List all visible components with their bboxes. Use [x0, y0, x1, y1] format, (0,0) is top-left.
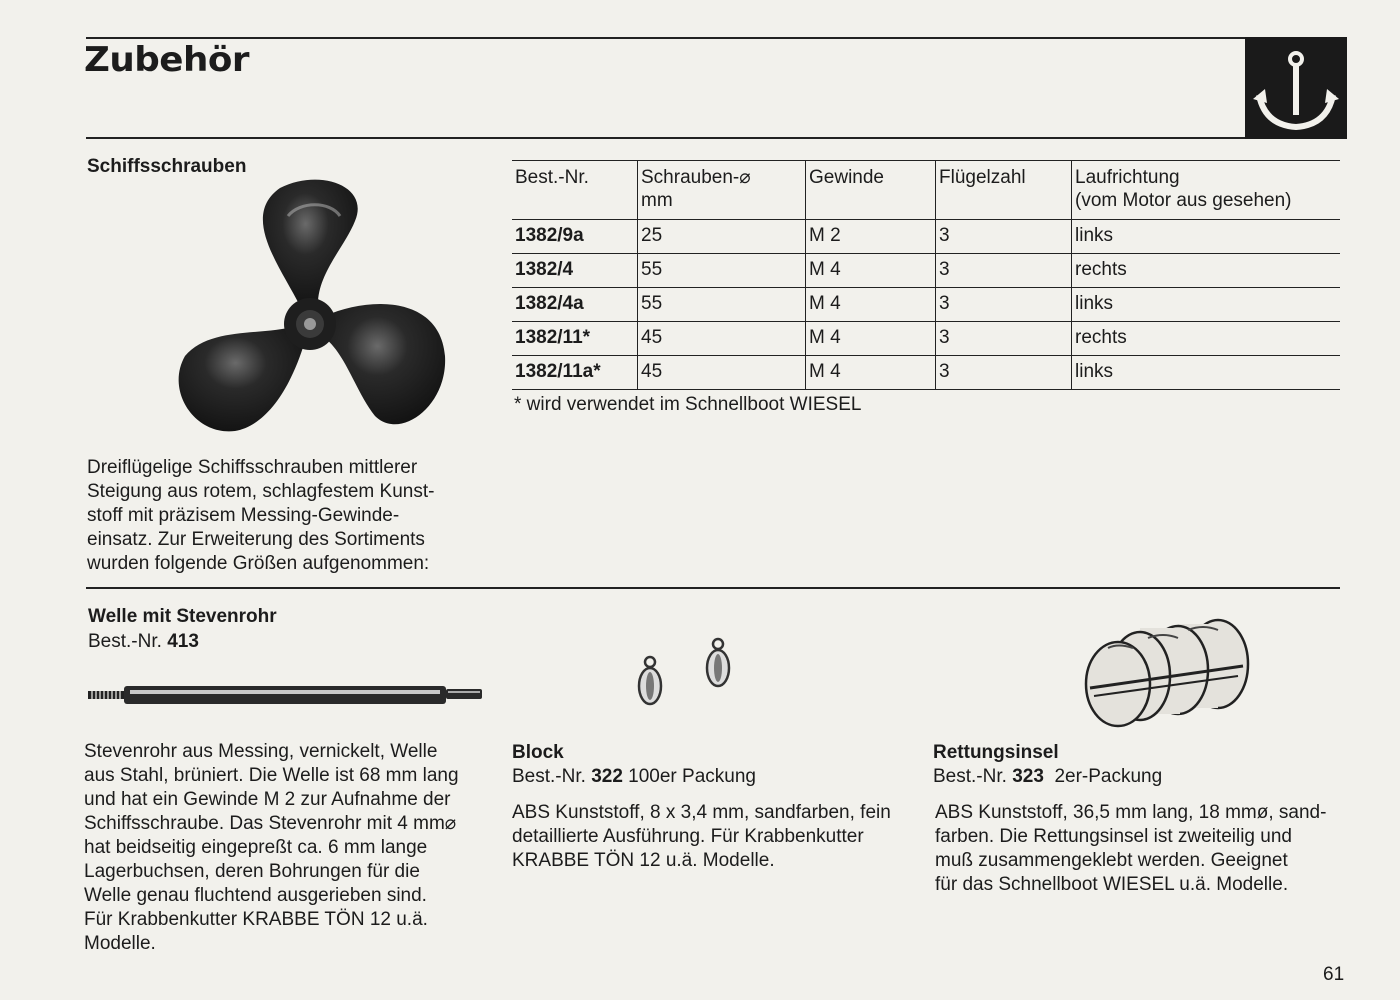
- table-cell: 3: [936, 254, 1072, 288]
- rettungsinsel-description: ABS Kunststoff, 36,5 mm lang, 18 mmø, sand- farben. Die Rettungsinsel ist zweiteilig und muß zusammengeklebt werden. Geeignet für das Schnellboot WIESEL u.ä. Modelle.: [935, 802, 1327, 895]
- table-row: [512, 356, 1340, 390]
- table-header-cell: Schrauben-⌀ mm: [638, 161, 806, 220]
- table-cell: 3: [936, 356, 1072, 390]
- page-title: Zubehör: [84, 40, 249, 80]
- propeller-spec-table: [512, 160, 1340, 390]
- block-pulley-image: [632, 632, 742, 712]
- table-cell: 45: [638, 322, 806, 356]
- anchor-icon: [1245, 37, 1347, 139]
- table-cell: M 4: [806, 322, 936, 356]
- section-heading-schiffsschrauben: Schiffsschrauben: [87, 156, 247, 177]
- table-cell: rechts: [1072, 254, 1341, 288]
- propeller-image: [170, 176, 450, 436]
- shaft-image: [86, 680, 486, 710]
- block-order-number: [512, 765, 756, 789]
- block-description: ABS Kunststoff, 8 x 3,4 mm, sandfarben, fein detaillierte Ausführung. Für Krabbenkutter KRABBE TÖN 12 u.ä. Modelle.: [512, 802, 891, 871]
- table-cell: 3: [936, 288, 1072, 322]
- top-rule: [86, 37, 1246, 39]
- order-prefix: Best.-Nr.: [88, 631, 168, 652]
- table-cell: 3: [936, 220, 1072, 254]
- table-header-row: [512, 161, 1340, 220]
- table-header-cell: Gewinde: [806, 161, 936, 220]
- order-prefix: Best.-Nr.: [512, 766, 592, 787]
- table-row: [512, 254, 1340, 288]
- table-cell: 1382/9a: [512, 220, 638, 254]
- table-cell: M 4: [806, 356, 936, 390]
- table-cell: links: [1072, 288, 1341, 322]
- table-header-cell: Best.-Nr.: [512, 161, 638, 220]
- anchor-icon-box: [1245, 37, 1347, 139]
- table-cell: M 4: [806, 288, 936, 322]
- schiffsschrauben-description: Dreiflügelige Schiffsschrauben mittlerer Steigung aus rotem, schlagfestem Kunst- stoff mit präzisem Messing-Gewinde- einsatz. Zur Erweiterung des Sortiments wurden folgende Größen aufgenommen:: [87, 457, 435, 574]
- order-prefix: Best.-Nr.: [933, 766, 1013, 787]
- table-cell: links: [1072, 356, 1341, 390]
- table-cell: 1382/11a*: [512, 356, 638, 390]
- table-cell: links: [1072, 220, 1341, 254]
- table-cell: M 2: [806, 220, 936, 254]
- order-suffix: 100er Packung: [622, 766, 756, 787]
- table-cell: 55: [638, 288, 806, 322]
- table-footnote: * wird verwendet im Schnellboot WIESEL: [514, 394, 862, 415]
- order-suffix: 2er-Packung: [1043, 766, 1163, 787]
- order-number: 322: [591, 766, 623, 787]
- table-row: [512, 322, 1340, 356]
- table-cell: rechts: [1072, 322, 1341, 356]
- table-cell: M 4: [806, 254, 936, 288]
- liferaft-image: [1078, 618, 1254, 734]
- table-cell: 3: [936, 322, 1072, 356]
- table-header-cell: Laufrichtung (vom Motor aus gesehen): [1072, 161, 1341, 220]
- table-cell: 25: [638, 220, 806, 254]
- order-number: 413: [167, 631, 199, 652]
- table-cell: 55: [638, 254, 806, 288]
- table-header-cell: Flügelzahl: [936, 161, 1072, 220]
- table-cell: 1382/4: [512, 254, 638, 288]
- page-number: 61: [1323, 964, 1345, 985]
- table-row: [512, 220, 1340, 254]
- welle-order-number: [88, 630, 199, 654]
- table-cell: 45: [638, 356, 806, 390]
- table-row: [512, 288, 1340, 322]
- order-number: 323: [1012, 766, 1044, 787]
- section-heading-welle: Welle mit Stevenrohr: [88, 606, 277, 627]
- table-cell: 1382/11*: [512, 322, 638, 356]
- section-heading-rettungsinsel: Rettungsinsel: [933, 742, 1059, 763]
- header-bottom-rule: [86, 137, 1246, 139]
- welle-description: Stevenrohr aus Messing, vernickelt, Welle aus Stahl, brüniert. Die Welle ist 68 mm lang und hat ein Gewinde M 2 zur Aufnahme der Schiffsschraube. Das Stevenrohr mit 4 mm⌀ hat beidseitig eingepreßt ca. 6 mm lange Lagerbuchsen, deren Bohrungen für die Welle genau fluchtend ausgerieben sind. Für Krabbenkutter KRABBE TÖN 12 u.ä. Modelle.: [84, 741, 459, 954]
- section-heading-block: Block: [512, 742, 564, 763]
- section-divider: [86, 587, 1340, 589]
- table-cell: 1382/4a: [512, 288, 638, 322]
- rettungsinsel-order-number: [933, 765, 1162, 789]
